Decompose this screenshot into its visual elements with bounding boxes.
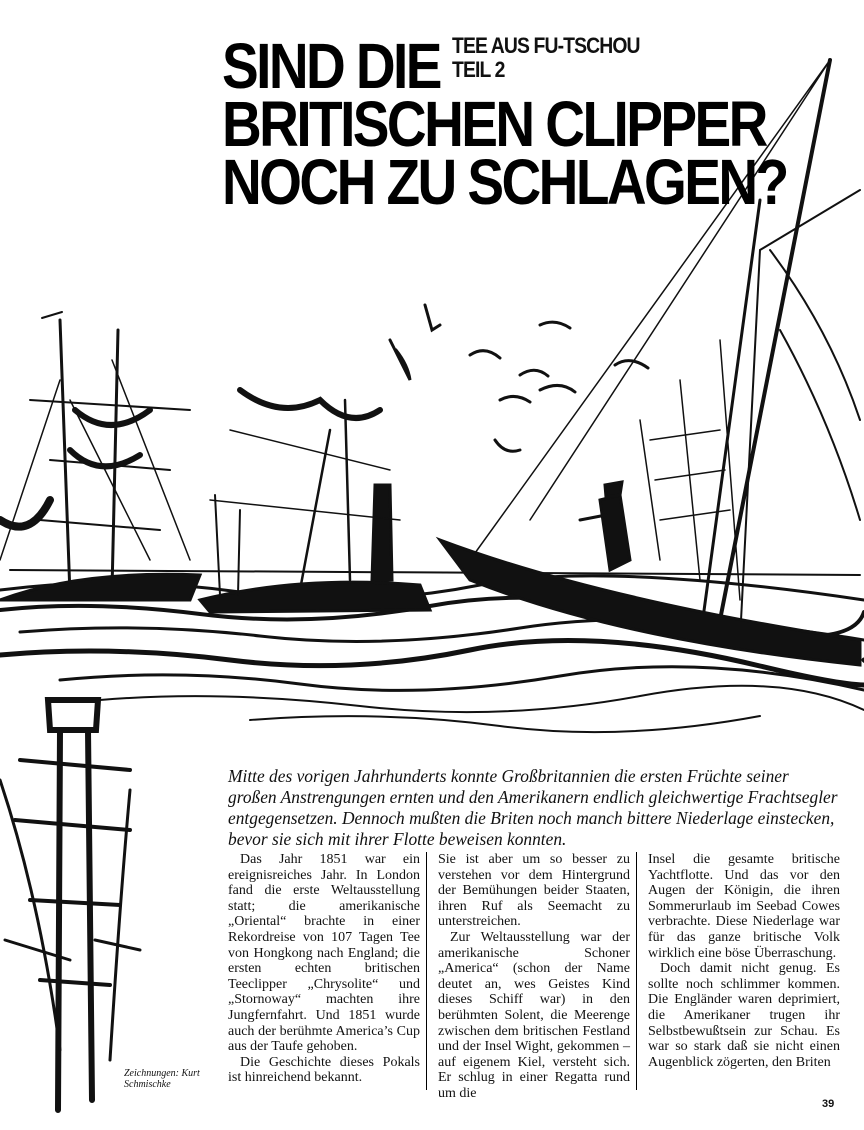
series-kicker [452, 34, 640, 82]
headline-part1: SIND DIE [222, 30, 440, 102]
credit-line1: Zeichnungen: Kurt [124, 1068, 200, 1079]
paragraph: Das Jahr 1851 war ein ereignisreiches Jahr. In London fand die erste Weltausstellung statt; die amerikanische „Oriental“ brachte in einer Rekordreise von 107 Tagen Tee von Hongkong nach England; die ersten echten britischen Teeclipper „Chrysolite“ und „Stornoway“ machten ihre Jungfernfahrt. Und 1851 wurde auch der berühmte America’s Cup aus der Taufe gehoben. [228, 852, 420, 1055]
kicker-line1: TEE AUS FU-TSCHOU [452, 33, 640, 58]
headline-line2: BRITISCHEN CLIPPER [222, 88, 766, 160]
kicker-line2: TEIL 2 [452, 57, 505, 82]
paragraph: Zur Weltausstellung war der amerikanische Schoner „America“ (schon der Name deutet an, wes Geistes Kind dieses Schiff war) in den berühmten Solent, die Meerenge zwischen dem britischen Festland und der Insel Wight, gekommen – auf eigenem Kiel, versteht sich. Er schlug in einer Regatta rund um die [438, 929, 630, 1101]
paragraph: Doch damit nicht genug. Es sollte noch schlimmer kommen. Die Engländer waren deprimiert, die Amerikaner trugen ihr Selbstbewußtsein zur Schau. Es war so stark daß sie nicht einen Augenblick zögerten, den Briten [648, 961, 840, 1070]
article-lead: Mitte des vorigen Jahrhunderts konnte Großbritannien die ersten Früchte seiner großen Anstrengungen ernten und den Amerikanern endlich gleichwertige Frachtsegler entgegensetzen. Dennoch mußten die Briten noch manch bittere Niederlage einstecken, bevor sie sich mit ihrer Flotte beweisen konnten. [228, 766, 838, 849]
page-number: 39 [822, 1098, 835, 1110]
paragraph: Die Geschichte dieses Pokals ist hinreichend bekannt. [228, 1054, 420, 1086]
credit-line2: Schmischke [124, 1079, 171, 1090]
column-rule [426, 852, 427, 1090]
headline-line3: NOCH ZU SCHLAGEN? [222, 146, 787, 218]
column-rule [636, 852, 637, 1090]
paragraph: Sie ist aber um so besser zu verstehen vor dem Hintergrund der Bemühungen beider Staaten, ihren Ruf als Seemacht zu unterstreichen. [438, 852, 630, 930]
paragraph: Insel die gesamte britische Yachtflotte. Und das vor den Augen der Königin, die ihren Sommerurlaub im Seebad Cowes verbrachte. Diese Niederlage war für das ganze britische Volk wirklich eine böse Überraschung. [648, 852, 840, 961]
article-body [228, 852, 840, 1102]
illustration-credit [124, 1068, 200, 1090]
steamer [200, 390, 430, 612]
text-column-1 [228, 852, 420, 1102]
foreground-mast [0, 700, 140, 1110]
birds [390, 305, 648, 451]
text-column-3 [648, 852, 840, 1102]
left-sailing-ships [0, 312, 200, 600]
text-column-2 [438, 852, 630, 1102]
